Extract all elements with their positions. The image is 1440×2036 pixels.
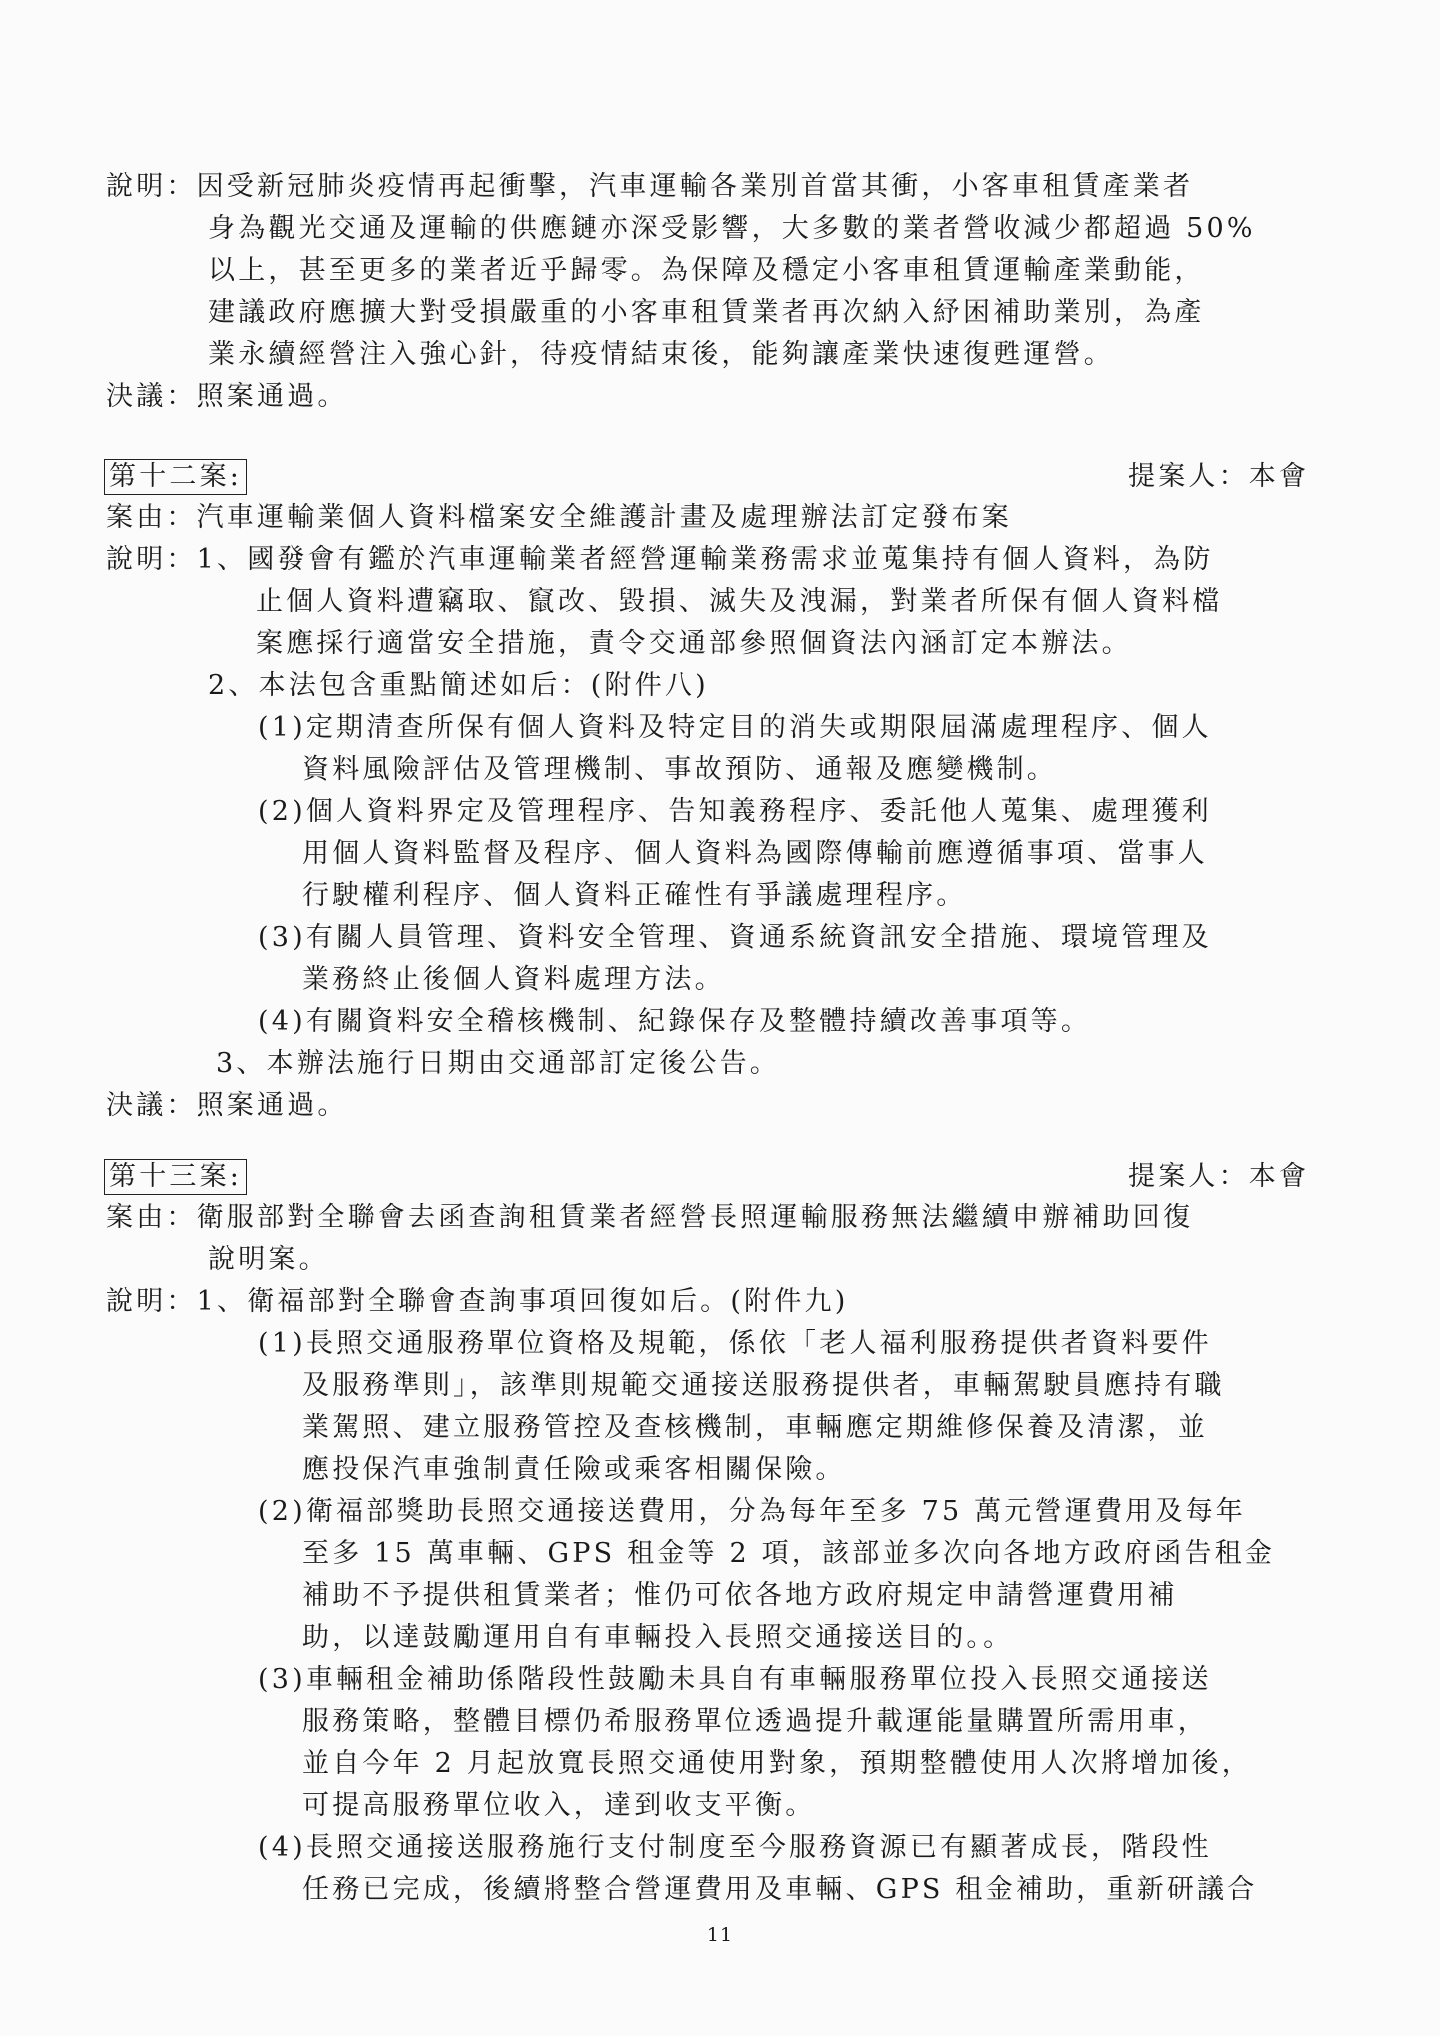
sec13-header <box>104 1157 247 1197</box>
desc-label: 說明： <box>106 171 197 202</box>
sec11-desc-line-1 <box>106 167 1193 207</box>
sec11-resolution <box>106 377 348 417</box>
sec13-sub-2-line-2: 至多 15 萬車輛、GPS 租金等 2 項，該部並多次向各地方政府函告租金 <box>302 1538 1276 1569</box>
sec13-sub-1-line-1: (1)長照交通服務單位資格及規範，係依「老人福利服務提供者資料要件 <box>258 1328 1212 1359</box>
desc-text: 1、衛福部對全聯會查詢事項回復如后。(附件九) <box>196 1286 849 1317</box>
sec13-desc-line-1 <box>106 1282 848 1322</box>
sec13-sub-2-line-1: (2)衛福部獎助長照交通接送費用，分為每年至多 75 萬元營運費用及每年 <box>258 1496 1246 1527</box>
sec13-sub-3-line-4: 可提高服務單位收入，達到收支平衡。 <box>302 1790 816 1821</box>
sec13-sub-2-line-4: 助，以達鼓勵運用自有車輛投入長照交通接送目的。。 <box>302 1622 1014 1653</box>
sec12-sub-1-line-1: (1)定期清查所保有個人資料及特定目的消失或期限屆滿處理程序、個人 <box>258 712 1212 743</box>
sec12-sub-4: (4)有關資料安全稽核機制、紀錄保存及整體持續改善事項等。 <box>258 1006 1092 1037</box>
case-number-box: 第十三案: <box>104 1159 247 1195</box>
sec12-resolution <box>106 1086 348 1126</box>
desc-text: 因受新冠肺炎疫情再起衝擊，汽車運輸各業別首當其衝，小客車租賃產業者 <box>196 171 1194 202</box>
sec13-sub-3-line-3: 並自今年 2 月起放寬長照交通使用對象，預期整體使用人次將增加後， <box>302 1748 1252 1779</box>
reason-text: 汽車運輸業個人資料檔案安全維護計畫及處理辦法訂定發布案 <box>196 502 1013 533</box>
sec13-proposer: 提案人：本會 <box>1128 1161 1310 1192</box>
sec12-proposer: 提案人：本會 <box>1128 461 1310 492</box>
resolution-label: 決議： <box>106 1090 197 1121</box>
sec13-sub-2-line-3: 補助不予提供租賃業者；惟仍可依各地方政府規定申請營運費用補 <box>302 1580 1178 1611</box>
sec13-reason-line-1 <box>106 1198 1193 1238</box>
resolution-label: 決議： <box>106 381 197 412</box>
sec13-sub-1-line-4: 應投保汽車強制責任險或乘客相關保險。 <box>302 1454 846 1485</box>
page-number: 11 <box>706 1924 734 1946</box>
sec12-sub-3-line-1: (3)有關人員管理、資料安全管理、資通系統資訊安全措施、環境管理及 <box>258 922 1212 953</box>
reason-text: 衛服部對全聯會去函查詢租賃業者經營長照運輸服務無法繼續申辦補助回復 <box>196 1202 1194 1233</box>
sec12-desc-line-3: 案應採行適當安全措施，責令交通部參照個資法內涵訂定本辦法。 <box>256 628 1132 659</box>
sec13-sub-4-line-1: (4)長照交通接送服務施行支付制度至今服務資源已有顯著成長，階段性 <box>258 1832 1212 1863</box>
sec13-reason-line-2: 說明案。 <box>208 1244 329 1275</box>
sec12-sub-3-line-2: 業務終止後個人資料處理方法。 <box>302 964 725 995</box>
sec12-reason <box>106 498 1012 538</box>
sec13-sub-3-line-1: (3)車輛租金補助係階段性鼓勵未具自有車輛服務單位投入長照交通接送 <box>258 1664 1212 1695</box>
sec13-sub-3-line-2: 服務策略，整體目標仍希服務單位透過提升載運能量購置所需用車， <box>302 1706 1208 1737</box>
desc-label: 說明： <box>106 1286 197 1317</box>
reason-label: 案由： <box>106 502 197 533</box>
sec12-item-2: 2、本法包含重點簡述如后：(附件八) <box>208 670 709 701</box>
sec11-desc-line-2: 身為觀光交通及運輸的供應鏈亦深受影響，大多數的業者營收減少都超過 50% <box>208 213 1256 244</box>
reason-label: 案由： <box>106 1202 197 1233</box>
resolution-text: 照案通過。 <box>196 1090 348 1121</box>
resolution-text: 照案通過。 <box>196 381 348 412</box>
desc-label: 說明： <box>106 544 197 575</box>
sec12-desc-line-1 <box>106 540 1214 580</box>
sec13-sub-1-line-2: 及服務準則」，該準則規範交通接送服務提供者，車輛駕駛員應持有職 <box>302 1370 1225 1401</box>
sec12-header <box>104 457 247 497</box>
case-number-box: 第十二案: <box>104 459 247 495</box>
sec11-desc-line-3: 以上，甚至更多的業者近乎歸零。為保障及穩定小客車租賃運輸產業動能， <box>208 255 1205 286</box>
sec12-sub-1-line-2: 資料風險評估及管理機制、事故預防、通報及應變機制。 <box>302 754 1057 785</box>
sec13-sub-1-line-3: 業駕照、建立服務管控及查核機制，車輛應定期維修保養及清潔，並 <box>302 1412 1208 1443</box>
sec11-desc-line-4: 建議政府應擴大對受損嚴重的小客車租賃業者再次納入紓困補助業別，為產 <box>208 297 1205 328</box>
sec12-item-3: 3、本辦法施行日期由交通部訂定後公告。 <box>216 1048 780 1079</box>
sec11-desc-line-5: 業永續經營注入強心針，待疫情結束後，能夠讓產業快速復甦運營。 <box>208 339 1114 370</box>
sec12-sub-2-line-2: 用個人資料監督及程序、個人資料為國際傳輸前應遵循事項、當事人 <box>302 838 1208 869</box>
sec12-desc-line-2: 止個人資料遭竊取、竄改、毀損、滅失及洩漏，對業者所保有個人資料檔 <box>256 586 1223 617</box>
sec13-sub-4-line-2: 任務已完成，後續將整合營運費用及車輛、GPS 租金補助，重新研議合 <box>302 1874 1258 1905</box>
sec12-sub-2-line-1: (2)個人資料界定及管理程序、告知義務程序、委託他人蒐集、處理獲利 <box>258 796 1212 827</box>
desc-text: 1、國發會有鑑於汽車運輸業者經營運輸業務需求並蒐集持有個人資料，為防 <box>196 544 1214 575</box>
sec12-sub-2-line-3: 行駛權利程序、個人資料正確性有爭議處理程序。 <box>302 880 967 911</box>
